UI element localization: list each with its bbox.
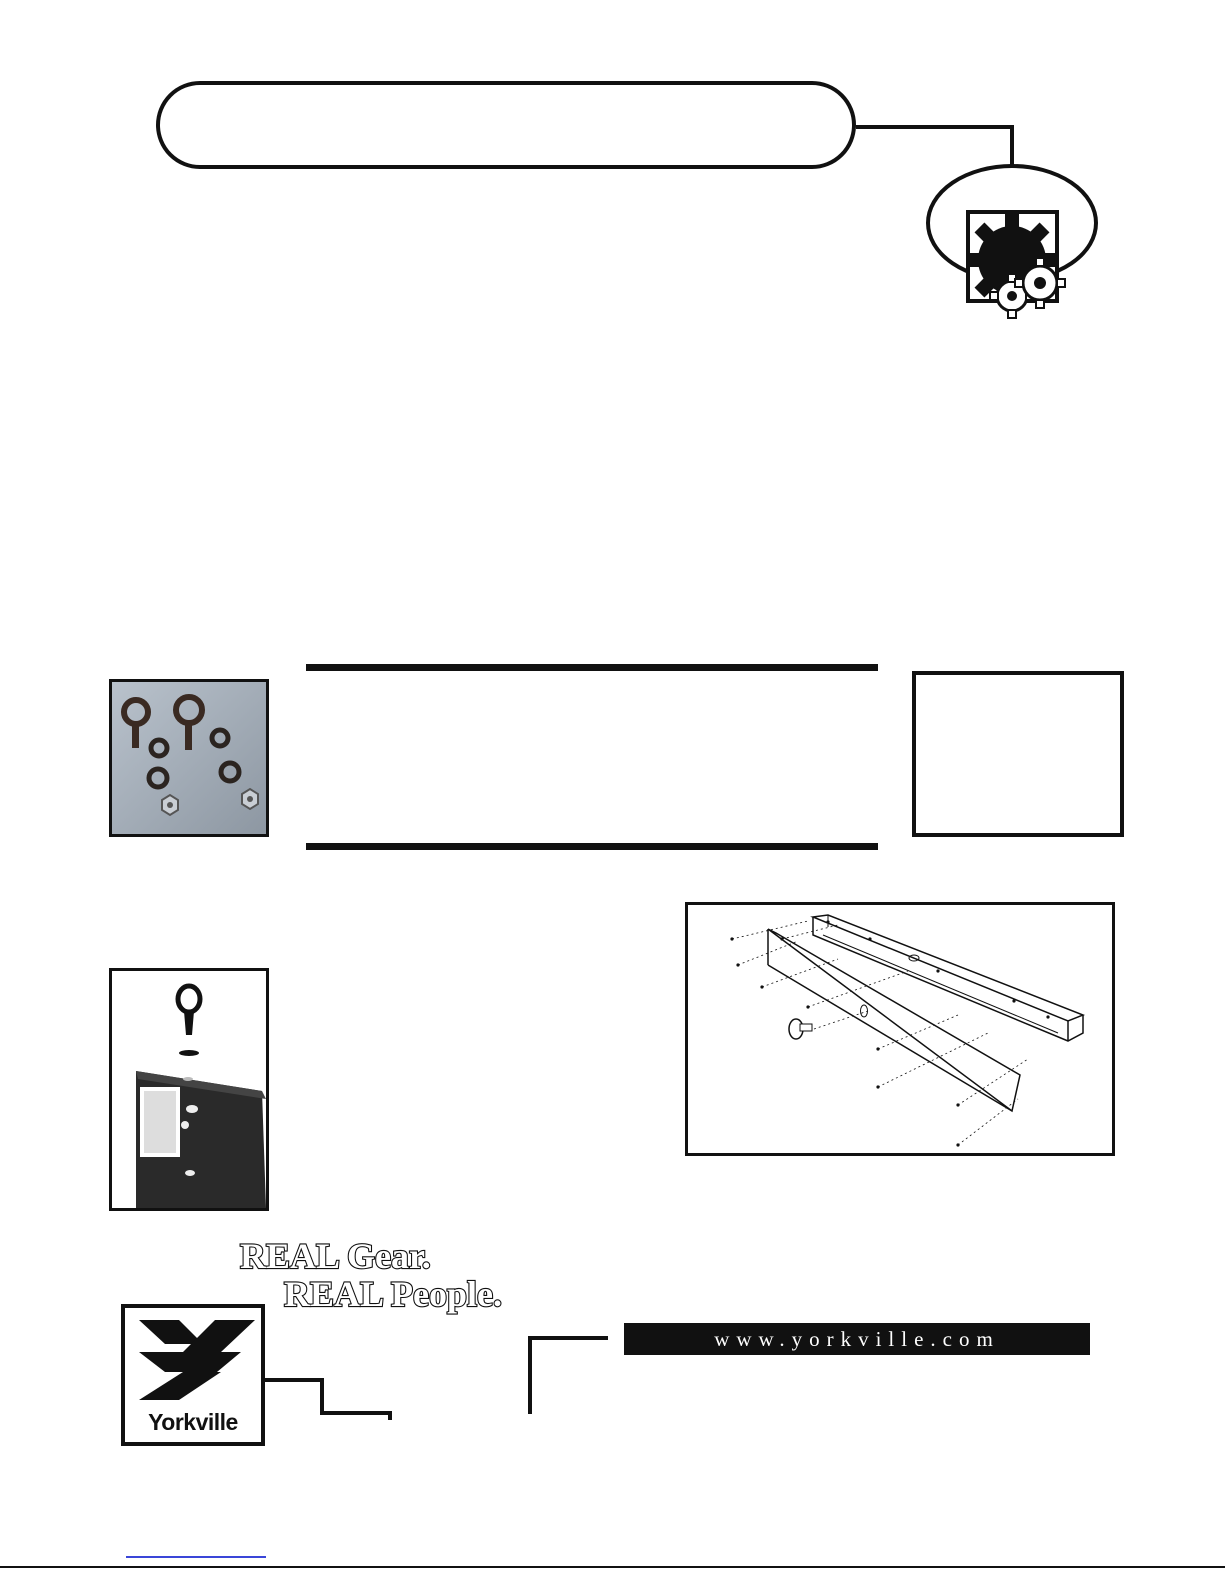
assembly-instructions <box>300 900 660 1200</box>
title-banner <box>156 81 856 169</box>
section-rule-bottom <box>306 843 878 850</box>
tagline-line1: REAL Gear. <box>240 1236 431 1276</box>
eyebolt-kit-image <box>112 682 266 834</box>
section-rule-top <box>306 664 878 671</box>
note-box <box>912 671 1124 837</box>
hardware-photo <box>109 679 269 837</box>
tagline-line2: REAL People. <box>284 1274 503 1314</box>
exploded-diagram <box>685 902 1115 1156</box>
page-bottom-rule <box>0 1566 1225 1568</box>
yorkville-y-logo <box>125 1308 261 1408</box>
gear-badge <box>840 118 1110 328</box>
brand-name: Yorkville <box>148 1409 238 1435</box>
eyebolt-install-image <box>109 968 269 1211</box>
hardware-text <box>306 680 878 830</box>
footer-link-underline[interactable] <box>126 1556 266 1558</box>
yorkville-logo[interactable] <box>121 1304 265 1446</box>
website-link[interactable]: www.yorkville.com <box>624 1323 1090 1355</box>
